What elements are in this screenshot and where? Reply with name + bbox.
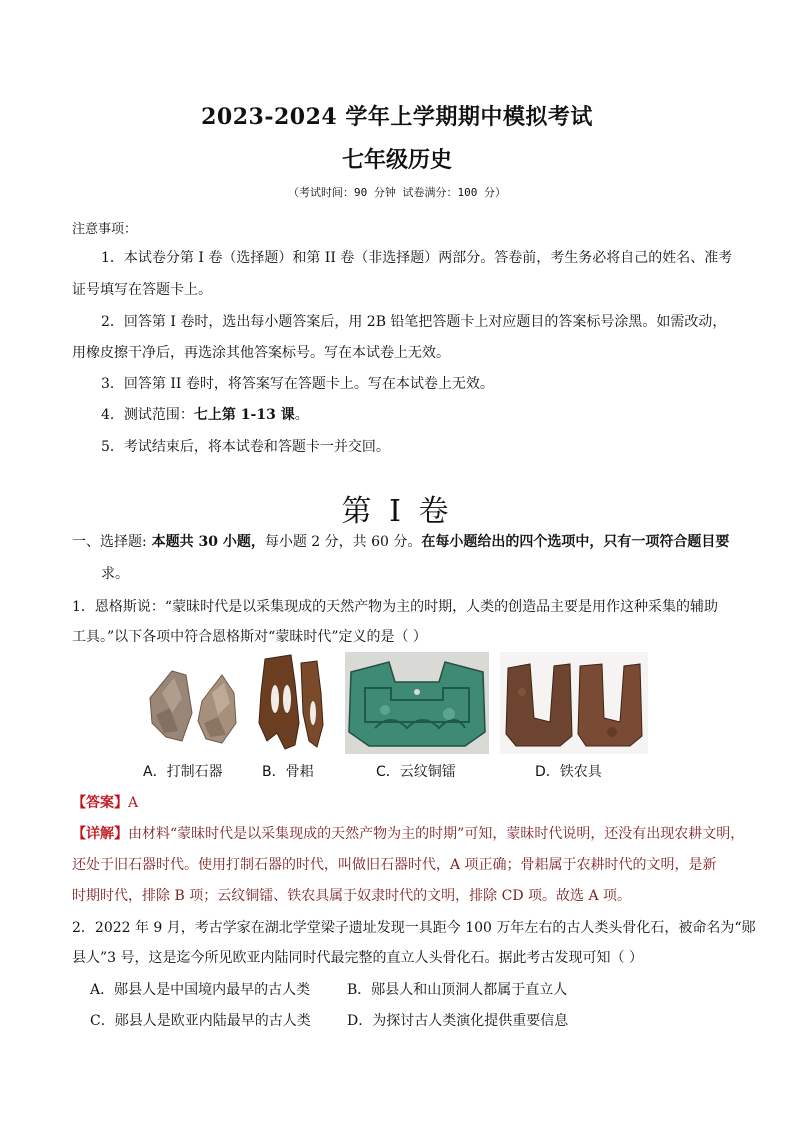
q1-option-a: A．打制石器 — [143, 764, 223, 780]
q1-stem-line-1: 1．恩格斯说：“蒙昧时代是以采集现成的天然产物为主的时期，人类的创造品主要是用作这种采集的辅助 — [72, 599, 719, 615]
section-intro-bold-1: 本题共 30 小题， — [146, 534, 265, 550]
notice-item-2-line-2: 用橡皮擦干净后，再选涂其他答案标号。写在本试卷上无效。 — [72, 345, 450, 361]
q1-option-d: D．铁农具 — [535, 764, 602, 780]
section-heading: 第 I 卷 — [341, 494, 453, 529]
q1-detail-line-3: 时期时代，排除 B 项；云纹铜镭、铁农具属于奴隶时代的文明，排除 CD 项。故选 A 项。 — [72, 888, 632, 904]
section-intro-line-1 — [72, 531, 729, 551]
notice-item-4-prefix: 4．测试范围： — [101, 407, 194, 423]
q1-option-c: C．云纹铜镭 — [376, 764, 456, 780]
q2-option-d: D．为探讨古人类演化提供重要信息 — [347, 1013, 569, 1029]
q1-stem-line-2: 工具。”以下各项中符合恩格斯对“蒙昧时代”定义的是（ ） — [72, 629, 427, 645]
notice-item-1-line-2: 证号填写在答题卡上。 — [72, 282, 212, 298]
q1-option-b: B．骨耜 — [262, 764, 314, 780]
section-intro-prefix: 一、选择题: — [72, 534, 147, 550]
notice-item-2-line-1: 2．回答第 I 卷时，选出每小题答案后，用 2B 铅笔把答题卡上对应题目的答案标号涂黑。如需改动， — [101, 314, 727, 330]
notice-item-5: 5．考试结束后，将本试卷和答题卡一并交回。 — [101, 439, 390, 455]
page-subtitle: 七年级历史 — [341, 147, 452, 173]
q2-stem-line-1: 2．2022 年 9 月，考古学家在湖北学堂梁子遗址发现一具距今 100 万年左右的古人类头骨化石，被命名为“郧 — [72, 920, 756, 936]
q1-answer — [72, 792, 138, 812]
notice-item-4-suffix: 。 — [294, 407, 309, 423]
detail-tag: 【详解】 — [72, 826, 128, 842]
bone-spade-image — [251, 653, 329, 753]
q2-option-b: B．郧县人和山顶洞人都属于直立人 — [347, 982, 568, 998]
q2-stem-line-2: 县人”3 号，这是迄今所见欧亚内陆同时代最完整的直立人头骨化石。据此考古发现可知（ ） — [72, 950, 643, 966]
answer-value: A — [128, 795, 139, 811]
chipped-stone-tool-image — [142, 653, 242, 753]
notice-item-1-line-1: 1．本试卷分第 I 卷（选择题）和第 II 卷（非选择题）两部分。答卷前，考生务必将自己的姓名、准考 — [101, 250, 733, 266]
q1-detail-line-2: 还处于旧石器时代。使用打制石器的时代，叫做旧石器时代，A 项正确；骨耜属于农耕时代的文明，是新 — [72, 857, 717, 873]
section-intro-line-2: 求。 — [101, 566, 129, 582]
bronze-tool-image — [345, 652, 489, 754]
notice-heading: 注意事项： — [72, 222, 138, 237]
iron-farm-tool-image — [500, 652, 648, 754]
section-intro-bold-2: 在每小题给出的四个选项中，只有一项符合题目要 — [421, 534, 730, 550]
page-title: 2023-2024 学年上学期期中模拟考试 — [201, 104, 593, 130]
q2-option-a: A．郧县人是中国境内最早的古人类 — [90, 982, 311, 998]
section-intro-mid: 每小题 2 分，共 60 分。 — [264, 534, 422, 550]
q2-option-c: C．郧县人是欧亚内陆最早的古人类 — [90, 1013, 311, 1029]
notice-item-4-range: 七上第 1-13 课 — [193, 407, 295, 423]
detail-text-1: 由材料“蒙昧时代是以采集现成的天然产物为主的时期”可知，蒙昧时代说明，还没有出现农耕文明， — [128, 826, 745, 842]
exam-info: （考试时间：90 分钟 试卷满分：100 分） — [288, 186, 506, 199]
notice-item-3: 3．回答第 II 卷时，将答案写在答题卡上。写在本试卷上无效。 — [101, 376, 494, 392]
q1-detail-line-1 — [72, 823, 744, 843]
answer-tag: 【答案】 — [72, 795, 128, 811]
notice-item-4 — [101, 404, 309, 424]
